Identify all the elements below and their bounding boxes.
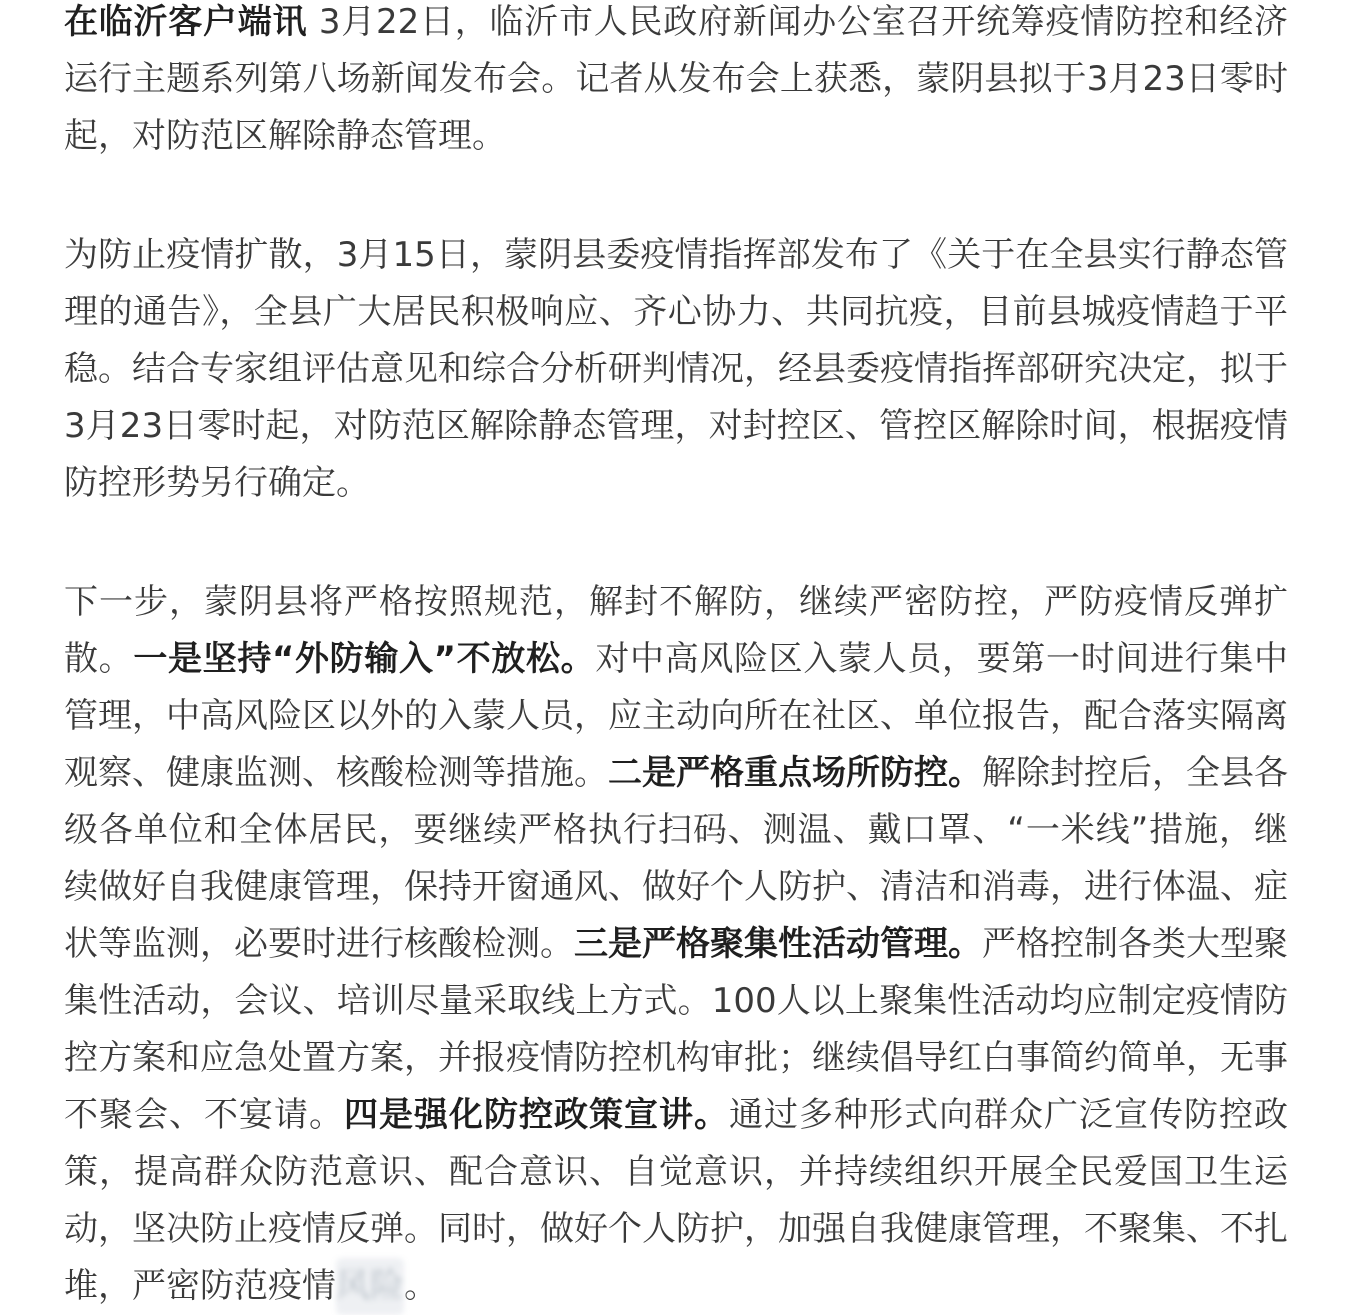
paragraph-2 [64, 227, 1288, 512]
point-4-text: 通过多种形式向群众广泛宣传防控政策，提高群众防范意识、配合意识、自觉意识，并持续组织开展全民爱国卫生运动，坚决防止疫情反弹。同时，做好个人防护，加强自我健康管理，不聚集、不扎堆，严密防范疫情 [64, 1095, 1288, 1306]
paragraph-2-text: 为防止疫情扩散，3月15日，蒙阴县委疫情指挥部发布了《关于在全县实行静态管理的通告》，全县广大居民积极响应、齐心协力、共同抗疫，目前县城疫情趋于平稳。结合专家组评估意见和综合分析研判情况，经县委疫情指挥部研究决定，拟于3月23日零时起，对防范区解除静态管理，对封控区、管控区解除时间，根据疫情防控形势另行确定。 [64, 235, 1288, 503]
point-3-title: 三是严格聚集性活动管理。 [574, 924, 982, 964]
point-1-title: 一是坚持“外防输入”不放松。 [133, 639, 596, 679]
obscured-text: 风险 [336, 1258, 404, 1315]
point-4-title: 四是强化防控政策宣讲。 [344, 1095, 729, 1135]
point-3-text: 严格控制各类大型聚集性活动，会议、培训尽量采取线上方式。100人以上聚集性活动均应制定疫情防控方案和应急处置方案，并报疫情防控机构审批；继续倡导红白事简约简单，无事不聚会、不宴请。 [64, 924, 1288, 1135]
paragraph-3-intro: 下一步，蒙阴县将严格按照规范，解封不解防，继续严密防控，严防疫情反弹扩散。 [64, 582, 1288, 679]
paragraph-3 [64, 574, 1288, 1315]
paragraph-1-text: 3月22日，临沂市人民政府新闻办公室召开统筹疫情防控和经济运行主题系列第八场新闻发布会。记者从发布会上获悉，蒙阴县拟于3月23日零时起，对防范区解除静态管理。 [64, 2, 1289, 156]
point-1-text: 对中高风险区入蒙人员，要第一时间进行集中管理，中高风险区以外的入蒙人员，应主动向所在社区、单位报告，配合落实隔离观察、健康监测、核酸检测等措施。 [64, 639, 1289, 793]
article-body [64, 0, 1288, 1315]
ending-punctuation: 。 [404, 1266, 438, 1306]
point-2-text: 解除封控后，全县各级各单位和全体居民，要继续严格执行扫码、测温、戴口罩、“一米线”措施，继续做好自我健康管理，保持开窗通风、做好个人防护、清洁和消毒，进行体温、症状等监测，必要时进行核酸检测。 [64, 753, 1288, 964]
point-2-title: 二是严格重点场所防控。 [608, 753, 982, 793]
paragraph-1 [64, 0, 1288, 165]
news-source: 在临沂客户端讯 [64, 2, 308, 42]
